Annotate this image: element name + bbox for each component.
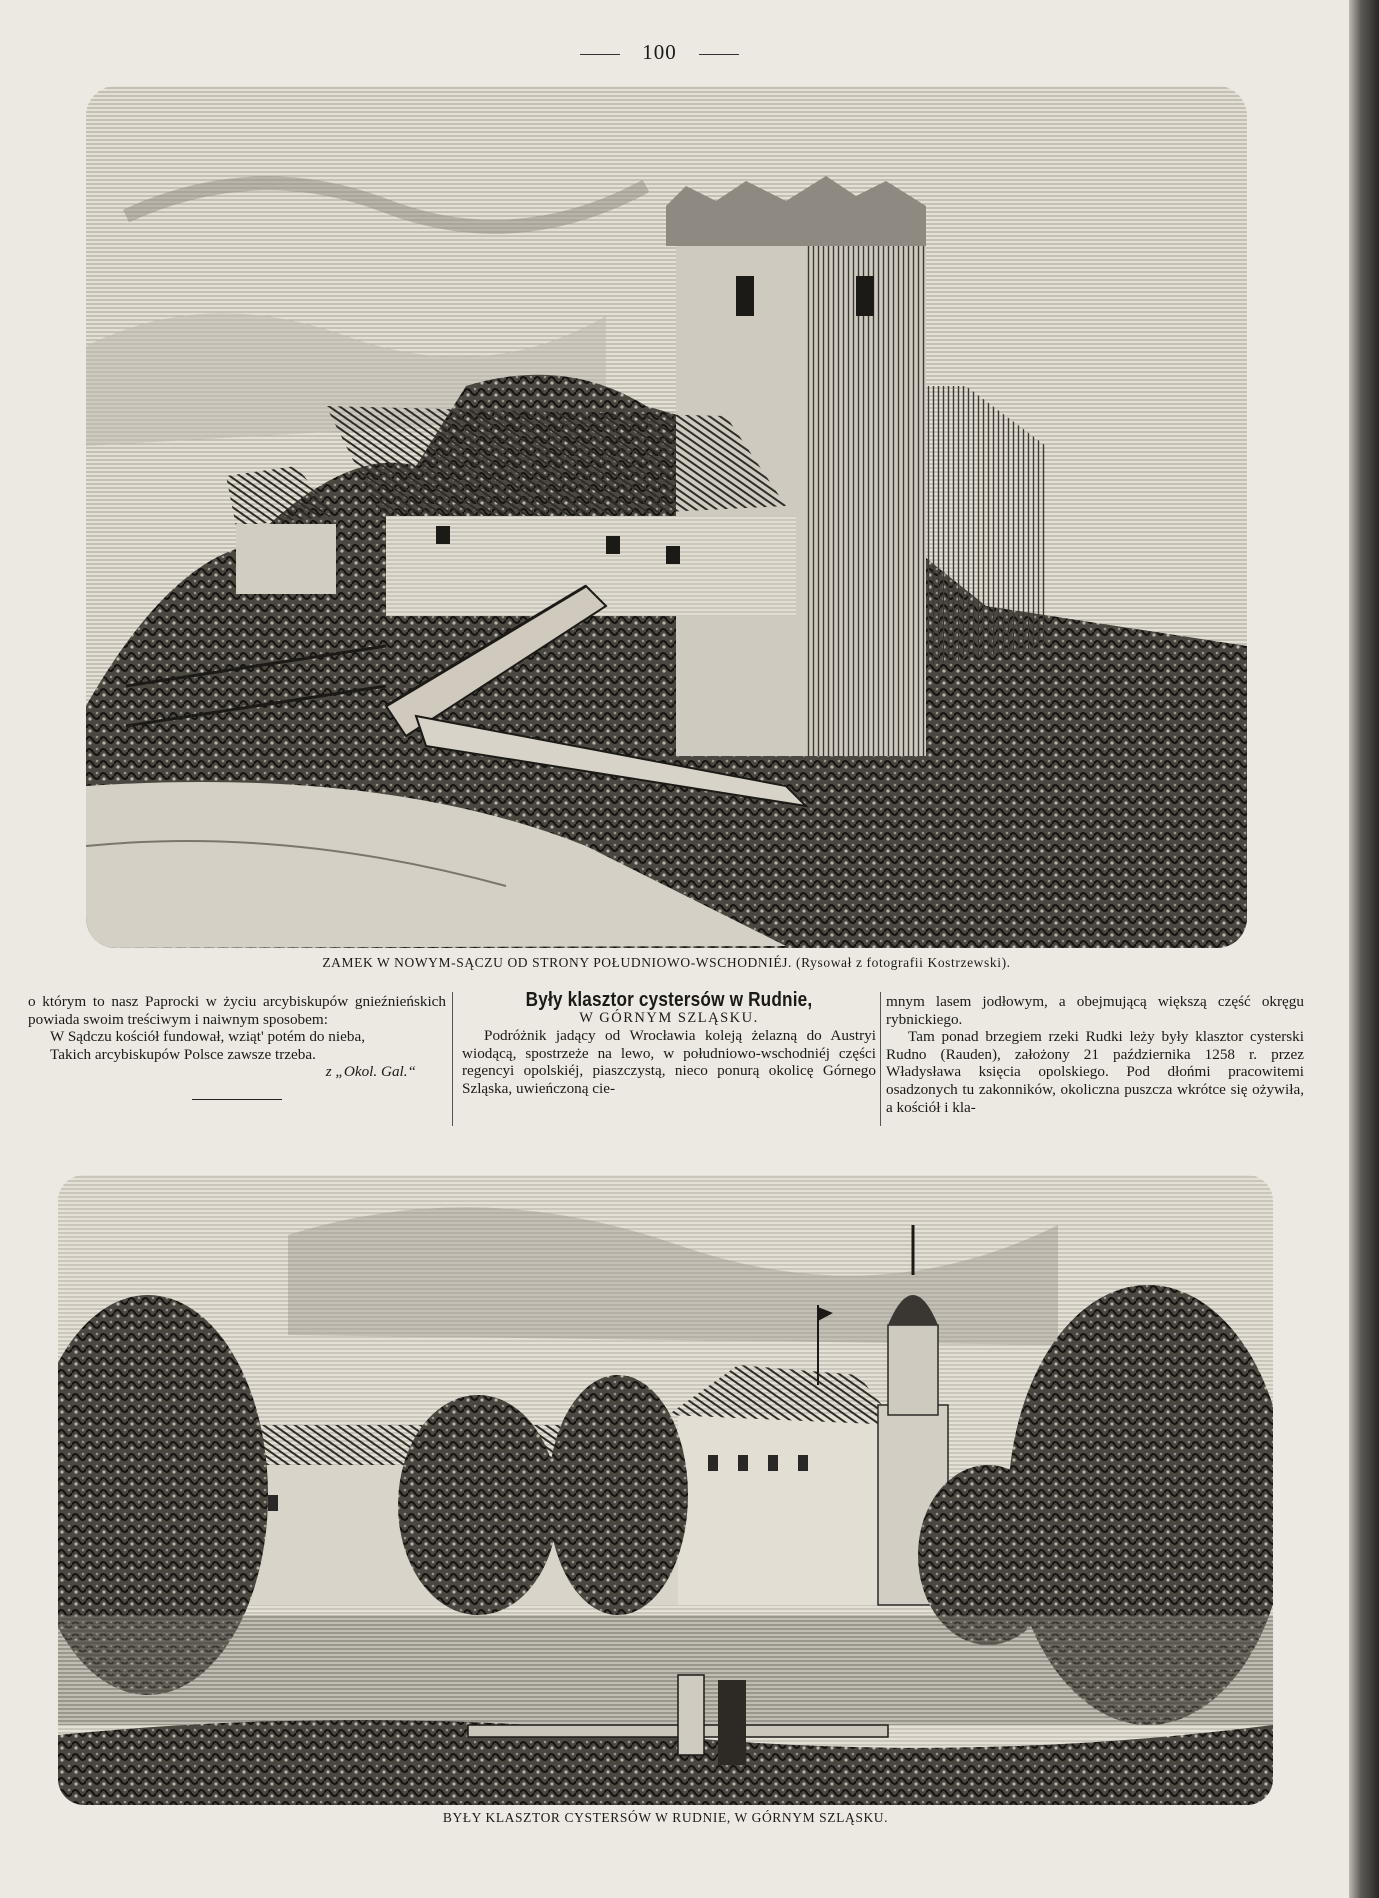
verse-line-1: W Sądczu kościół fundował, wziąt' potém do nieba,: [50, 1028, 365, 1046]
quote-source: z „Okol. Gal.“: [325, 1063, 416, 1081]
page-number: [0, 40, 1319, 65]
monastery-caption: BYŁY KLASZTOR CYSTERSÓW W RUDNIE, W GÓRNYM SZLĄSKU.: [442, 1810, 889, 1825]
page-number-rule-left: [580, 54, 620, 55]
monastery-engraving: [58, 1175, 1273, 1805]
column-rule-2: [880, 992, 881, 1126]
article-paragraph-3: Tam ponad brzegiem rzeki Rudki leży były klasztor cysterski Rudno (Rauden), założony 21 października 1258 r. przez Władysława księcia opolskiego. Pod dłońmi pracowitemi osadzonych tu zakonników, okoliczna puszcza wkrótce się ożywiła, a kościół i kla-: [886, 1028, 1304, 1116]
column-rule-1: [452, 992, 453, 1126]
article-subtitle: W GÓRNYM SZLĄSKU.: [579, 1009, 759, 1026]
left-column: [28, 993, 446, 1100]
article-paragraph-2: mnym lasem jodłowym, a obejmującą większą część okręgu rybnickiego.: [886, 993, 1304, 1028]
verse-line-2: Takich arcybiskupów Polsce zawsze trzeba.: [50, 1045, 316, 1063]
article-title: Były klasztor cystersów w Rudnie,: [525, 989, 813, 1011]
right-column: [886, 993, 1304, 1116]
article-paragraph-1: Podróżnik jadący od Wrocławia koleją żelazną do Austryi wiodącą, spostrzeże na lewo, w południowo-wschodniéj części regencyi opolskiéj, piaszczystą, nieco ponurą okolicę Górnego Szląska, uwieńczoną cie-: [462, 1027, 876, 1097]
page-number-text: 100: [642, 40, 677, 64]
castle-engraving: [86, 86, 1247, 948]
middle-column: [462, 989, 876, 1098]
page-number-rule-right: [699, 54, 739, 55]
page-edge-shadow: [1349, 0, 1379, 1898]
left-column-paragraph: o którym to nasz Paprocki w życiu arcybiskupów gnieźnieńskich powiada swoim treściwym i naiwnym sposobem:: [28, 993, 446, 1028]
castle-caption: ZAMEK W NOWYM-SĄCZU OD STRONY POŁUDNIOWO-WSCHODNIÉJ. (Rysował z fotografii Kostrzewski).: [322, 955, 1011, 970]
section-divider: [192, 1099, 282, 1100]
